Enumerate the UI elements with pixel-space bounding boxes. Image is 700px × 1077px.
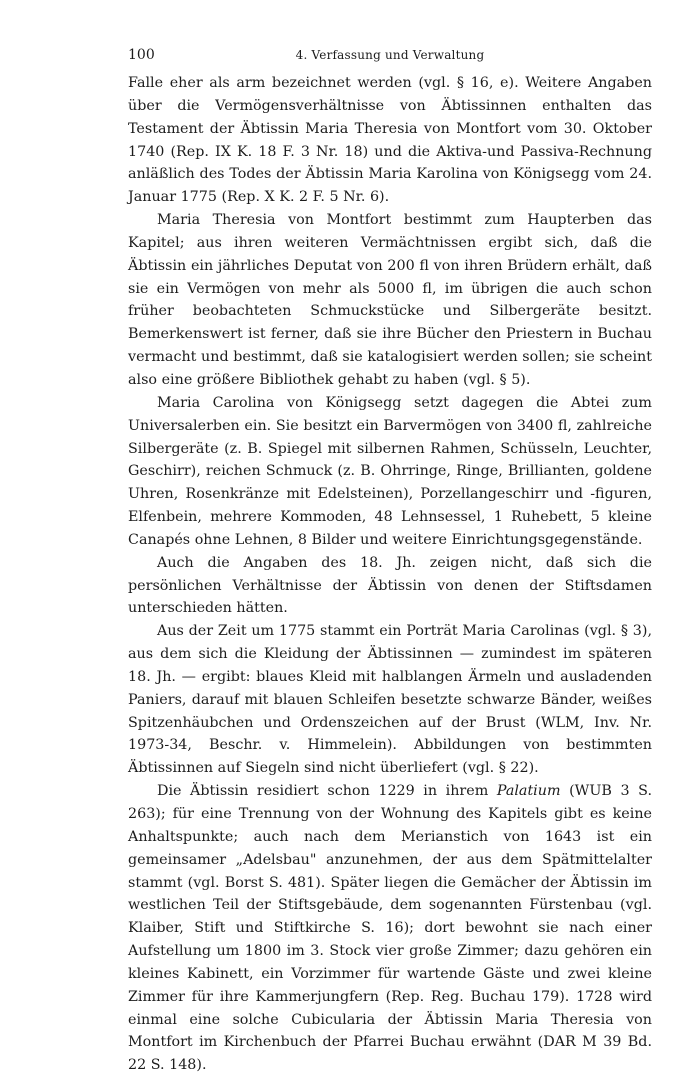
paragraph-1: Falle eher als arm bezeichnet werden (vgl. § 16, e). Weitere Angaben über die Vermögensverhältnisse von Äbtissinnen enthalten das Testament der Äbtissin Maria Theresia von Montfort vom 30. Oktober 1740 (Rep. IX K. 18 F. 3 Nr. 18) und die Aktiva-und Passiva-Rechnung anläßlich des Todes der Äbtissin Maria Karolina von Königsegg vom 24. Januar 1775 (Rep. X K. 2 F. 5 Nr. 6). bbox=[128, 75, 652, 206]
page-number: 100 bbox=[128, 47, 155, 63]
paragraph-6-italic-term: Palatium bbox=[496, 783, 561, 800]
paragraph-6 bbox=[128, 780, 652, 1077]
paragraph-2: Maria Theresia von Montfort bestimmt zum Haupterben das Kapitel; aus ihren weiteren Vermächtnissen ergibt sich, daß die Äbtissin ein jährliches Deputat von 200 fl von ihren Brüdern erhält, daß sie ein Vermögen von mehr als 5000 fl, im übrigen die auch schon früher beobachteten Schmuckstücke und Silbergeräte besitzt. Bemerkenswert ist ferner, daß sie ihre Bücher den Priestern in Buchau vermacht und bestimmt, daß sie katalogisiert werden sollen; sie scheint also eine größere Bibliothek gehabt zu haben (vgl. § 5). bbox=[128, 212, 652, 388]
running-header bbox=[128, 44, 652, 66]
paragraph-3: Maria Carolina von Königsegg setzt dagegen die Abtei zum Universalerben ein. Sie besitzt ein Barvermögen von 3400 fl, zahlreiche Silbergeräte (z. B. Spiegel mit silbernen Rahmen, Schüsseln, Leuchter, Geschirr), reichen Schmuck (z. B. Ohrringe, Ringe, Brillianten, goldene Uhren, Rosenkränze mit Edelsteinen), Porzellangeschirr und -figuren, Elfenbein, mehrere Kommoden, 48 Lehnsessel, 1 Ruhebett, 5 kleine Canapés ohne Lehnen, 8 Bilder und weitere Einrichtungsgegenstände. bbox=[128, 394, 652, 548]
paragraph-5: Aus der Zeit um 1775 stammt ein Porträt Maria Carolinas (vgl. § 3), aus dem sich die Kleidung der Äbtissinnen — zumindest im späteren 18. Jh. — ergibt: blaues Kleid mit halblangen Ärmeln und ausladenden Paniers, darauf mit blauen Schleifen besetzte schwarze Bänder, weißes Spitzenhäubchen und Ordenszeichen auf der Brust (WLM, Inv. Nr. 1973-34, Beschr. v. Himmelein). Abbildungen von bestimmten Äbtissinnen auf Siegeln sind nicht überliefert (vgl. § 22). bbox=[128, 623, 652, 777]
paragraph-6-text-before: Die Äbtissin residiert schon 1229 in ihrem bbox=[157, 783, 497, 800]
book-page bbox=[128, 44, 652, 1077]
body-text bbox=[128, 72, 652, 1077]
paragraph-6-text-after: (WUB 3 S. 263); für eine Trennung von der Wohnung des Kapitels gibt es keine Anhaltspunkte; auch nach dem Merianstich von 1643 ist ein gemeinsamer „Adelsbau" anzunehmen, der aus dem Spätmittelalter stammt (vgl. Borst S. 481). Später liegen die Gemächer der Äbtissin im westlichen Teil der Stiftsgebäude, dem sogenannten Fürstenbau (vgl. Klaiber, Stift und Stiftkirche S. 16); dort bewohnt sie nach einer Aufstellung um 1800 im 3. Stock vier große Zimmer; dazu gehören ein kleines Kabinett, ein Vorzimmer für wartende Gäste und zwei kleine Zimmer für ihre Kammerjungfern (Rep. Reg. Buchau 179). 1728 wird einmal eine solche Cubicularia der Äbtissin Maria Theresia von Montfort im Kirchenbuch der Pfarrei Buchau erwähnt (DAR M 39 Bd. 22 S. 148). bbox=[128, 783, 652, 1074]
chapter-title: 4. Verfassung und Verwaltung bbox=[295, 48, 485, 62]
paragraph-4: Auch die Angaben des 18. Jh. zeigen nicht, daß sich die persönlichen Verhältnisse der Äbtissin von denen der Stiftsdamen unterschieden hätten. bbox=[128, 554, 652, 617]
